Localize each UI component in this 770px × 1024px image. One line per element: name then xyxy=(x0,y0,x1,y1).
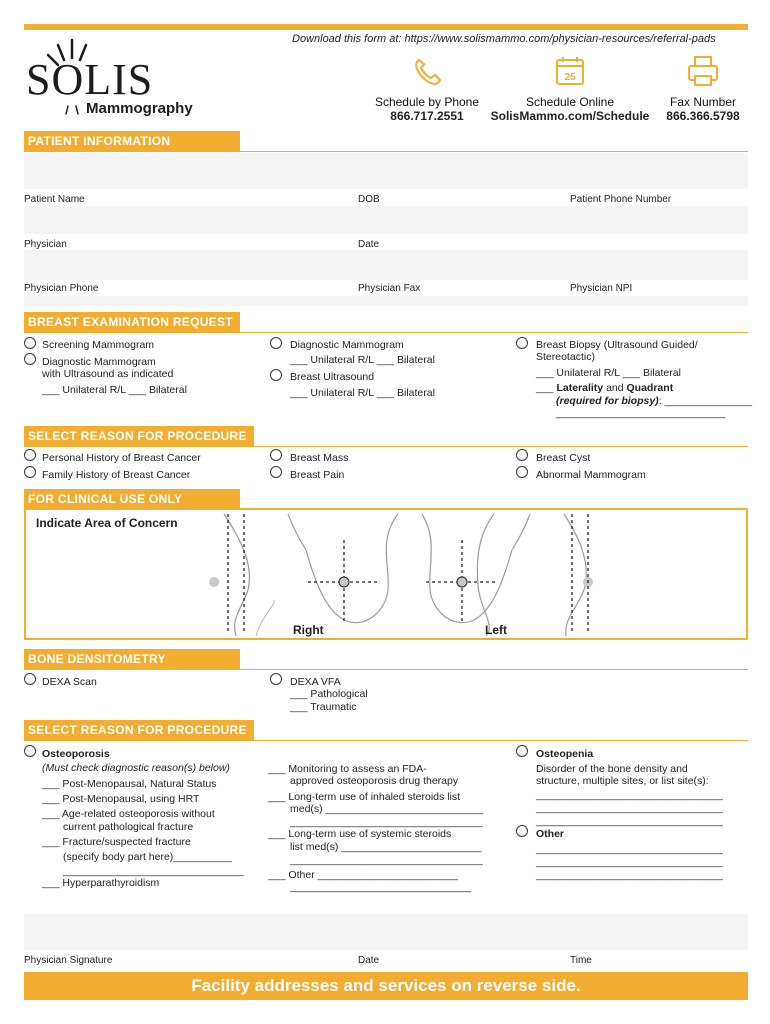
opt-personal-history: Personal History of Breast Cancer xyxy=(42,452,201,464)
opt-diagnostic-mammogram: Diagnostic Mammogram xyxy=(290,339,404,351)
section-underline xyxy=(24,740,748,741)
section-underline xyxy=(24,446,748,447)
osteo-col2-item[interactable]: ___ Other ________________________ xyxy=(268,869,458,881)
opt-breast-cyst: Breast Cyst xyxy=(536,452,591,464)
osteo-col2-item[interactable]: ___ Long-term use of systemic steroids xyxy=(268,828,452,840)
contact-online-value[interactable]: SolisMammo.com/Schedule xyxy=(490,109,650,123)
biopsy-blank-line[interactable]: _____________________________ xyxy=(556,407,726,419)
other-line[interactable]: ________________________________ xyxy=(536,856,723,868)
calendar-day: 25 xyxy=(564,72,576,83)
osteopenia-desc: Disorder of the bone density and xyxy=(536,763,688,775)
opt-breast-biopsy-sub1[interactable]: ___ Unilateral R/L ___ Bilateral xyxy=(536,367,681,379)
checkbox-diagnostic-us[interactable] xyxy=(24,353,36,365)
label-physician-signature: Physician Signature xyxy=(24,955,113,966)
checkbox-dexa-scan[interactable] xyxy=(24,673,36,685)
label-signature-date: Date xyxy=(358,955,380,966)
label-left: Left xyxy=(485,623,507,637)
opt-abnormal-mammogram: Abnormal Mammogram xyxy=(536,469,646,481)
osteo-item-cont[interactable]: (specify body part here)__________ xyxy=(63,851,232,863)
contact-phone xyxy=(364,54,490,123)
opt-dexa-traumatic[interactable]: ___ Traumatic xyxy=(290,701,357,713)
logo-solis: SOLIS xyxy=(26,55,154,104)
outline-right-breast xyxy=(288,514,398,623)
checkbox-personal-history[interactable] xyxy=(24,449,36,461)
opt-diagnostic-mammogram-sub[interactable]: ___ Unilateral R/L ___ Bilateral xyxy=(290,354,435,366)
contact-fax-value[interactable]: 866.366.5798 xyxy=(666,109,740,123)
osteoporosis-note: (Must check diagnostic reason(s) below) xyxy=(42,762,230,774)
patient-row-4-field[interactable] xyxy=(24,296,748,306)
osteo-item[interactable]: ___ Fracture/suspected fracture xyxy=(42,836,191,848)
osteo-col2-cont[interactable]: med(s) ___________________________ xyxy=(290,803,484,815)
osteo-item[interactable]: ___ Post-Menopausal, using HRT xyxy=(42,793,200,805)
checkbox-breast-cyst[interactable] xyxy=(516,449,528,461)
checkbox-breast-mass[interactable] xyxy=(270,449,282,461)
opt-diagnostic-us-line2: with Ultrasound as indicated xyxy=(42,368,174,380)
label-dob: DOB xyxy=(358,194,380,205)
label-physician-npi: Physician NPI xyxy=(570,283,633,294)
section-breast-exam: BREAST EXAMINATION REQUEST xyxy=(24,312,240,332)
outline-left-breast xyxy=(422,514,530,623)
opt-dexa-vfa: DEXA VFA xyxy=(290,676,341,688)
fax-icon xyxy=(686,54,720,88)
nipple-left-front xyxy=(457,577,467,587)
label-physician-fax: Physician Fax xyxy=(358,283,421,294)
osteo-col2-line[interactable]: _______________________________ xyxy=(290,881,472,893)
osteopenia-desc: structure, multiple sites, or list site(s): xyxy=(536,775,709,787)
nipple-left-side xyxy=(209,577,219,587)
laterality-and: and xyxy=(606,382,624,394)
logo-mammography: Mammography xyxy=(86,100,193,117)
osteopenia-line[interactable]: ________________________________ xyxy=(536,815,723,827)
opt-breast-biopsy-line1: Breast Biopsy (Ultrasound Guided/ xyxy=(536,339,698,351)
download-link-text[interactable]: Download this form at: https://www.solismammo.com/physician-resources/referral-pads xyxy=(292,33,716,45)
checkbox-breast-pain[interactable] xyxy=(270,466,282,478)
osteo-item-cont: current pathological fracture xyxy=(63,821,194,833)
section-reason-procedure-1: SELECT REASON FOR PROCEDURE xyxy=(24,426,254,446)
osteo-col2-line[interactable]: _________________________________ xyxy=(290,854,483,866)
contact-phone-label: Schedule by Phone xyxy=(374,95,480,109)
opt-breast-pain: Breast Pain xyxy=(290,469,345,481)
checkbox-osteopenia[interactable] xyxy=(516,745,528,757)
section-underline xyxy=(24,151,748,152)
phone-icon xyxy=(410,54,444,88)
osteo-col2-cont[interactable]: list med(s) ________________________ xyxy=(290,841,482,853)
section-patient-information: PATIENT INFORMATION xyxy=(24,131,240,151)
section-bone-densitometry: BONE DENSITOMETRY xyxy=(24,649,240,669)
other-line[interactable]: ________________________________ xyxy=(536,843,723,855)
contact-online xyxy=(490,54,650,123)
label-patient-name: Patient Name xyxy=(24,194,85,205)
opt-dexa-scan: DEXA Scan xyxy=(42,676,97,688)
required-blank: : _______________ xyxy=(658,395,753,407)
opt-screening-mammogram: Screening Mammogram xyxy=(42,339,155,351)
opt-osteopenia: Osteopenia xyxy=(536,748,594,760)
breast-diagram[interactable] xyxy=(26,510,746,638)
outline-left-arm xyxy=(256,600,274,636)
osteo-col2-item[interactable]: ___ Long-term use of inhaled steroids list xyxy=(268,791,461,803)
osteopenia-line[interactable]: ________________________________ xyxy=(536,789,723,801)
checkbox-osteoporosis[interactable] xyxy=(24,745,36,757)
checkbox-breast-ultrasound[interactable] xyxy=(270,369,282,381)
osteo-col2-cont: approved osteoporosis drug therapy xyxy=(290,775,459,787)
opt-diagnostic-us-line1: Diagnostic Mammogram xyxy=(42,356,156,368)
contact-fax xyxy=(658,54,748,123)
checkbox-other[interactable] xyxy=(516,825,528,837)
label-physician: Physician xyxy=(24,239,67,250)
signature-field-row[interactable] xyxy=(24,914,748,950)
contact-fax-label: Fax Number xyxy=(669,95,737,109)
opt-breast-biopsy-line2: Stereotactic) xyxy=(536,351,595,363)
checkbox-diagnostic-mammogram[interactable] xyxy=(270,337,282,349)
label-patient-phone: Patient Phone Number xyxy=(570,194,672,205)
checkbox-dexa-vfa[interactable] xyxy=(270,673,282,685)
checkbox-breast-biopsy[interactable] xyxy=(516,337,528,349)
calendar-icon xyxy=(553,54,587,88)
area-guide-lines xyxy=(228,514,588,634)
outline-right-profile xyxy=(564,514,586,636)
opt-breast-ultrasound: Breast Ultrasound xyxy=(290,371,375,383)
indicate-area-label: Indicate Area of Concern xyxy=(36,516,178,530)
section-underline xyxy=(24,332,748,333)
contact-online-label: Schedule Online xyxy=(525,95,615,109)
section-clinical-use: FOR CLINICAL USE ONLY xyxy=(24,489,240,509)
laterality-label: Laterality xyxy=(556,382,604,394)
opt-other: Other xyxy=(536,828,565,840)
opt-osteoporosis: Osteoporosis xyxy=(42,748,110,760)
osteo-col2-item[interactable]: ___ Monitoring to assess an FDA- xyxy=(268,763,427,775)
osteo-item-line[interactable]: _______________________________ xyxy=(63,865,245,877)
nipple-right-front xyxy=(339,577,349,587)
opt-breast-ultrasound-sub[interactable]: ___ Unilateral R/L ___ Bilateral xyxy=(290,387,435,399)
opt-laterality-line[interactable] xyxy=(536,381,673,395)
osteo-col2-line[interactable]: _________________________________ xyxy=(290,816,483,828)
osteo-item[interactable]: ___ Post-Menopausal, Natural Status xyxy=(42,778,217,790)
label-physician-phone: Physician Phone xyxy=(24,283,99,294)
other-line[interactable]: ________________________________ xyxy=(536,869,723,881)
section-reason-procedure-2: SELECT REASON FOR PROCEDURE xyxy=(24,720,254,740)
osteo-item[interactable]: ___ Hyperparathyroidism xyxy=(42,877,160,889)
label-date: Date xyxy=(358,239,380,250)
osteo-item[interactable]: ___ Age-related osteoporosis without xyxy=(42,808,215,820)
opt-dexa-pathological[interactable]: ___ Pathological xyxy=(290,688,368,700)
patient-row-2-field[interactable] xyxy=(24,206,748,234)
section-underline xyxy=(24,669,748,670)
label-right: Right xyxy=(293,623,324,637)
top-accent-bar xyxy=(24,24,748,30)
checkbox-family-history[interactable] xyxy=(24,466,36,478)
patient-row-3-field[interactable] xyxy=(24,250,748,280)
opt-family-history: Family History of Breast Cancer xyxy=(42,469,191,481)
osteopenia-line[interactable]: ________________________________ xyxy=(536,802,723,814)
opt-diagnostic-us-sub[interactable]: ___ Unilateral R/L ___ Bilateral xyxy=(42,384,187,396)
outline-right-side xyxy=(477,514,494,636)
required-for-biopsy: (required for biopsy) xyxy=(556,395,659,407)
label-signature-time: Time xyxy=(570,955,592,966)
opt-breast-mass: Breast Mass xyxy=(290,452,349,464)
checkbox-screening-mammogram[interactable] xyxy=(24,337,36,349)
footer-banner: Facility addresses and services on reverse side. xyxy=(24,972,748,1000)
contact-phone-value[interactable]: 866.717.2551 xyxy=(390,109,464,123)
patient-row-1-field[interactable] xyxy=(24,153,748,189)
laterality-prefix: ___ xyxy=(536,382,554,394)
checkbox-abnormal-mammogram[interactable] xyxy=(516,466,528,478)
quadrant-label: Quadrant xyxy=(626,382,674,394)
